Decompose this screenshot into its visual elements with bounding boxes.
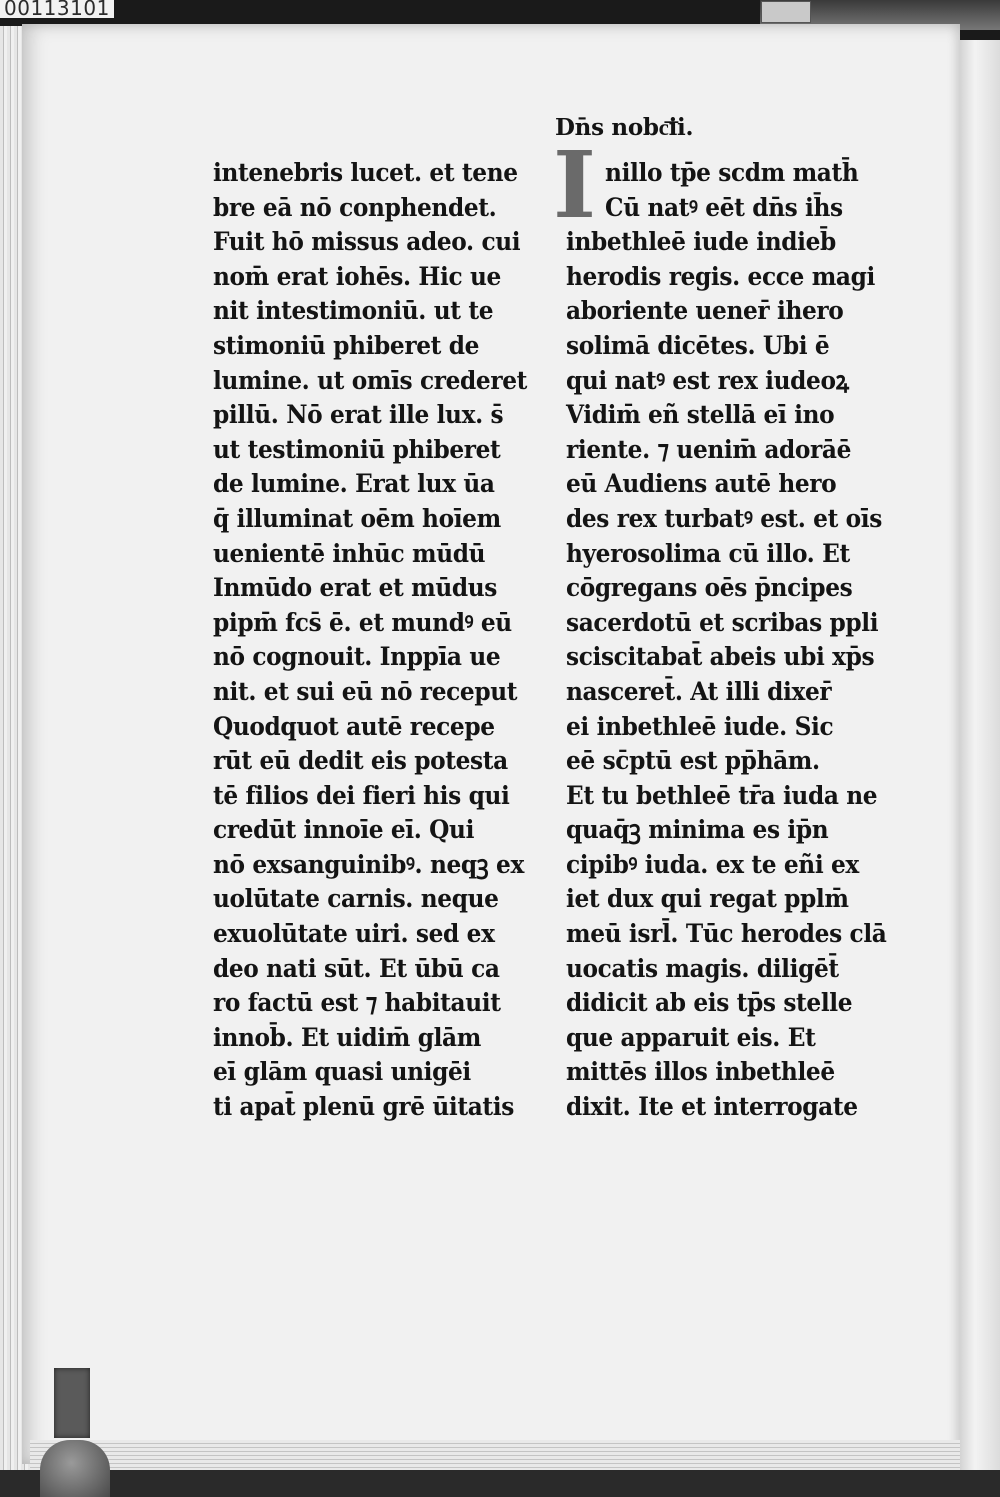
- text-line: uocatis magis. diligēt̄: [566, 953, 839, 983]
- page-clip: [54, 1368, 90, 1438]
- text-line: riente. ⁊ uenim̄ adorāē: [566, 434, 852, 464]
- text-line: pillū. Nō erat ille lux. s̄: [213, 400, 504, 430]
- text-line: eū Audiens autē hero: [566, 469, 837, 499]
- text-line: ti apat̄ plenū grē ūitatis: [213, 1092, 514, 1122]
- text-line: cipibꝰ iuda. ex te eñi ex: [566, 849, 859, 879]
- rubric-heading: Dn̄s nobc͞ii.: [555, 114, 694, 141]
- text-line: nom̄ erat iohēs. Hic ue: [213, 261, 501, 291]
- text-line: que apparuit eis. Et: [566, 1022, 816, 1052]
- text-line: qui natꝰ est rex iudeoꝝ: [566, 365, 849, 395]
- scan-id-label: 00113101: [0, 0, 114, 18]
- text-line: herodis regis. ecce magi: [566, 261, 875, 291]
- text-line: innob̄. Et uidim̄ glām: [213, 1022, 481, 1052]
- text-line: tē filios dei fieri his qui: [213, 780, 510, 810]
- text-line: bre eā nō conphendet.: [213, 192, 497, 222]
- text-line: eē sc̄ptū est pp̄hām.: [566, 746, 820, 776]
- holding-thumb: [40, 1440, 110, 1497]
- text-column-right: [566, 156, 886, 1125]
- scan-background: [0, 1470, 1000, 1497]
- text-line: dixit. Ite et interrogate: [566, 1092, 858, 1122]
- text-line: ei inbethleē iude. Sic: [566, 711, 834, 741]
- text-line: deo nati sūt. Et ūbū ca: [213, 953, 500, 983]
- text-line: Quodquot autē recepe: [213, 711, 495, 741]
- text-line: iet dux qui regat pplm̄: [566, 884, 849, 914]
- text-line: nō exsanguinibꝰ. neqꝫ ex: [213, 849, 524, 879]
- text-line: pipm̄ fcs̄ ē. et mundꝰ eū: [213, 607, 512, 637]
- text-line: de lumine. Erat lux ūa: [213, 469, 495, 499]
- text-line: des rex turbatꝰ est. et oīs: [566, 503, 882, 533]
- decorated-initial: I: [553, 131, 597, 239]
- text-line: nillo tp̄e scdm math̄: [605, 158, 859, 187]
- facing-page-edge: [958, 40, 1000, 1497]
- text-line: sciscitabat̄ abeis ubi xp̄s: [566, 642, 875, 672]
- text-line: uolūtate carnis. neque: [213, 884, 499, 914]
- text-line: lumine. ut omīs crederet: [213, 365, 528, 395]
- text-line: mittēs illos inbethleē: [566, 1057, 835, 1087]
- text-line: stimoniū phiberet de: [213, 330, 480, 360]
- text-line: nit intestimoniū. ut te: [213, 296, 494, 326]
- text-line: inbethleē iude indieb̄: [566, 227, 836, 257]
- text-line: quaq̄ꝫ minima es ip̄n: [566, 815, 829, 845]
- text-line: Fuit hō missus adeo. cui: [213, 227, 521, 257]
- text-line: q̄ illuminat oēm hoīem: [213, 503, 501, 533]
- text-line: uenientē inhūc mūdū: [213, 538, 486, 568]
- text-line: solimā dicētes. Ubi ē: [566, 330, 830, 360]
- text-line: Cū natꝰ eēt dn̄s ih̄s: [605, 192, 843, 222]
- text-column-left: [213, 156, 543, 1125]
- text-line: Inmūdo erat et mūdus: [213, 573, 498, 603]
- text-line: Vidim̄ eñ stellā eī ino: [566, 400, 835, 430]
- text-line: exuolūtate uiri. sed ex: [213, 919, 495, 949]
- text-line: hyerosolima cū illo. Et: [566, 538, 850, 568]
- text-line: nasceret̄. At illi dixer̄: [566, 676, 832, 706]
- text-line: cōgregans oēs p̄ncipes: [566, 573, 853, 603]
- text-line: rūt eū dedit eis potesta: [213, 746, 508, 776]
- bookmark-tab: [761, 1, 811, 23]
- text-line: ut testimoniū phiberet: [213, 434, 501, 464]
- text-line: aboriente uener̄ ihero: [566, 296, 844, 326]
- text-line: ro factū est ⁊ habitauit: [213, 988, 501, 1018]
- text-line: eī glām quasi unigēi: [213, 1057, 471, 1087]
- text-line: didicit ab eis tp̄s stelle: [566, 988, 853, 1018]
- text-line: meū isrl̄. Tūc herodes clā: [566, 919, 887, 949]
- text-line: intenebris lucet. et tene: [213, 158, 518, 187]
- text-line: Et tu bethleē tr̄a iuda ne: [566, 780, 878, 810]
- text-line: nō cognouit. Inppīa ue: [213, 642, 501, 672]
- text-line: sacerdotū et scribas ppli: [566, 607, 879, 637]
- text-line: credūt innoīe eī. Qui: [213, 815, 475, 845]
- text-line: nit. et sui eū nō receput: [213, 676, 518, 706]
